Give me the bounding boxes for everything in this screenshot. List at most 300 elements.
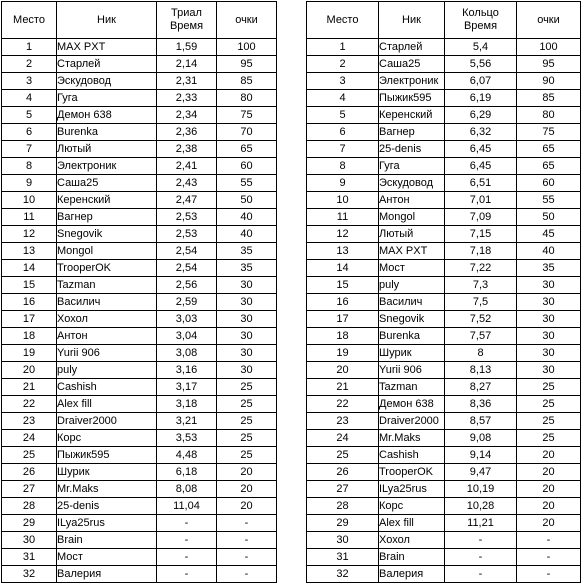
points-cell: 75 <box>517 124 581 141</box>
points-cell: 35 <box>517 260 581 277</box>
time-cell: 2,47 <box>157 192 217 209</box>
table-row <box>2 498 277 515</box>
nick-cell: Эскудовод <box>57 73 157 90</box>
nick-cell: Yurii 906 <box>57 345 157 362</box>
nick-cell: Вагнер <box>57 209 157 226</box>
place-cell: 14 <box>2 260 57 277</box>
table-row <box>2 328 277 345</box>
nick-cell: Антон <box>379 192 445 209</box>
place-cell: 16 <box>2 294 57 311</box>
nick-cell: TrooperOK <box>379 464 445 481</box>
time-cell: 6,18 <box>157 464 217 481</box>
place-cell: 1 <box>307 39 379 56</box>
nick-cell: Электроник <box>379 73 445 90</box>
table-row <box>2 175 277 192</box>
nick-cell: Гуга <box>57 90 157 107</box>
points-cell: 30 <box>517 345 581 362</box>
table-row <box>2 124 277 141</box>
place-cell: 22 <box>2 396 57 413</box>
time-cell: 2,56 <box>157 277 217 294</box>
nick-cell: Mongol <box>57 243 157 260</box>
nick-cell: Mr.Maks <box>379 430 445 447</box>
place-cell: 29 <box>307 515 379 532</box>
place-cell: 4 <box>2 90 57 107</box>
place-cell: 2 <box>2 56 57 73</box>
nick-cell: Cashish <box>57 379 157 396</box>
time-cell: 6,29 <box>445 107 517 124</box>
table-row <box>307 396 581 413</box>
points-cell: 95 <box>517 56 581 73</box>
table-row <box>307 209 581 226</box>
time-cell: 6,07 <box>445 73 517 90</box>
table-row <box>307 328 581 345</box>
header-points: очки <box>517 2 581 39</box>
place-cell: 32 <box>2 566 57 583</box>
time-cell: 9,08 <box>445 430 517 447</box>
place-cell: 28 <box>2 498 57 515</box>
table-row <box>2 379 277 396</box>
nick-cell: Brain <box>379 549 445 566</box>
header-time-line1: Триал <box>171 7 202 19</box>
points-cell: 100 <box>517 39 581 56</box>
place-cell: 21 <box>2 379 57 396</box>
nick-cell: MAX PXT <box>379 243 445 260</box>
place-cell: 12 <box>307 226 379 243</box>
header-time-line2: Время <box>169 20 204 32</box>
header-row <box>307 2 581 39</box>
points-cell: - <box>217 532 277 549</box>
time-cell: 5,4 <box>445 39 517 56</box>
nick-cell: puly <box>57 362 157 379</box>
table-row <box>2 532 277 549</box>
nick-cell: Демон 638 <box>379 396 445 413</box>
place-cell: 26 <box>2 464 57 481</box>
nick-cell: Хохол <box>379 532 445 549</box>
header-place: Место <box>2 2 57 39</box>
nick-cell: Tazman <box>57 277 157 294</box>
nick-cell: Snegovik <box>379 311 445 328</box>
table-row <box>2 260 277 277</box>
table-row <box>307 175 581 192</box>
points-cell: 30 <box>217 294 277 311</box>
time-cell: 2,53 <box>157 226 217 243</box>
nick-cell: Tazman <box>379 379 445 396</box>
nick-cell: Burenka <box>379 328 445 345</box>
nick-cell: MAX PXT <box>57 39 157 56</box>
table-row <box>2 39 277 56</box>
nick-cell: Пыжик595 <box>379 90 445 107</box>
place-cell: 26 <box>307 464 379 481</box>
nick-cell: 25-denis <box>379 141 445 158</box>
place-cell: 10 <box>2 192 57 209</box>
table-row <box>307 39 581 56</box>
time-cell: 7,3 <box>445 277 517 294</box>
place-cell: 4 <box>307 90 379 107</box>
points-cell: 25 <box>217 413 277 430</box>
place-cell: 12 <box>2 226 57 243</box>
table-row <box>2 90 277 107</box>
table-row <box>307 107 581 124</box>
table-row <box>2 464 277 481</box>
nick-cell: ILya25rus <box>57 515 157 532</box>
time-cell: 2,59 <box>157 294 217 311</box>
time-cell: 1,59 <box>157 39 217 56</box>
time-cell: 8,57 <box>445 413 517 430</box>
table-row <box>307 379 581 396</box>
table-row <box>2 413 277 430</box>
time-cell: 7,18 <box>445 243 517 260</box>
table-row <box>307 141 581 158</box>
table-row <box>2 277 277 294</box>
place-cell: 25 <box>2 447 57 464</box>
table-row <box>2 549 277 566</box>
time-cell: 8,27 <box>445 379 517 396</box>
place-cell: 9 <box>307 175 379 192</box>
time-cell: - <box>157 532 217 549</box>
table-row <box>307 226 581 243</box>
ring-results-table <box>306 1 581 583</box>
nick-cell: Демон 638 <box>57 107 157 124</box>
points-cell: 35 <box>217 260 277 277</box>
place-cell: 9 <box>2 175 57 192</box>
time-cell: - <box>157 515 217 532</box>
place-cell: 27 <box>2 481 57 498</box>
points-cell: 80 <box>217 90 277 107</box>
points-cell: - <box>517 532 581 549</box>
place-cell: 11 <box>2 209 57 226</box>
time-cell: 3,08 <box>157 345 217 362</box>
time-cell: 7,22 <box>445 260 517 277</box>
points-cell: 90 <box>517 73 581 90</box>
nick-cell: Brain <box>57 532 157 549</box>
table-row <box>2 430 277 447</box>
nick-cell: Гуга <box>379 158 445 175</box>
points-cell: 45 <box>517 226 581 243</box>
nick-cell: Антон <box>57 328 157 345</box>
place-cell: 3 <box>307 73 379 90</box>
place-cell: 16 <box>307 294 379 311</box>
header-time-line1: Кольцо <box>462 7 499 19</box>
place-cell: 5 <box>307 107 379 124</box>
nick-cell: Хохол <box>57 311 157 328</box>
points-cell: 30 <box>517 328 581 345</box>
place-cell: 3 <box>2 73 57 90</box>
table-row <box>2 56 277 73</box>
place-cell: 14 <box>307 260 379 277</box>
points-cell: 30 <box>217 362 277 379</box>
place-cell: 5 <box>2 107 57 124</box>
points-cell: 55 <box>217 175 277 192</box>
nick-cell: TrooperOK <box>57 260 157 277</box>
table-row <box>307 294 581 311</box>
nick-cell: Василич <box>379 294 445 311</box>
points-cell: 60 <box>517 175 581 192</box>
points-cell: 55 <box>517 192 581 209</box>
header-row <box>2 2 277 39</box>
time-cell: 10,19 <box>445 481 517 498</box>
time-cell: 6,19 <box>445 90 517 107</box>
table-row <box>307 90 581 107</box>
time-cell: 3,16 <box>157 362 217 379</box>
points-cell: 50 <box>217 192 277 209</box>
place-cell: 31 <box>2 549 57 566</box>
place-cell: 15 <box>2 277 57 294</box>
header-nick: Ник <box>57 2 157 39</box>
points-cell: 30 <box>217 328 277 345</box>
table-row <box>2 294 277 311</box>
header-points: очки <box>217 2 277 39</box>
nick-cell: Электроник <box>57 158 157 175</box>
time-cell: - <box>445 549 517 566</box>
header-time <box>445 2 517 39</box>
points-cell: 20 <box>517 515 581 532</box>
points-cell: 20 <box>517 498 581 515</box>
nick-cell: Мост <box>379 260 445 277</box>
time-cell: - <box>445 566 517 583</box>
table-row <box>2 481 277 498</box>
table-row <box>307 413 581 430</box>
points-cell: 30 <box>517 294 581 311</box>
nick-cell: Шурик <box>57 464 157 481</box>
time-cell: 7,52 <box>445 311 517 328</box>
header-time-line2: Время <box>463 20 498 32</box>
table-row <box>2 158 277 175</box>
points-cell: 85 <box>517 90 581 107</box>
nick-cell: Yurii 906 <box>379 362 445 379</box>
table-row <box>2 566 277 583</box>
time-cell: 6,32 <box>445 124 517 141</box>
place-cell: 20 <box>2 362 57 379</box>
points-cell: 25 <box>517 413 581 430</box>
time-cell: 2,53 <box>157 209 217 226</box>
place-cell: 24 <box>307 430 379 447</box>
points-cell: 40 <box>217 226 277 243</box>
time-cell: 3,21 <box>157 413 217 430</box>
place-cell: 13 <box>307 243 379 260</box>
points-cell: 20 <box>217 464 277 481</box>
place-cell: 7 <box>2 141 57 158</box>
place-cell: 13 <box>2 243 57 260</box>
time-cell: 9,14 <box>445 447 517 464</box>
place-cell: 30 <box>2 532 57 549</box>
place-cell: 11 <box>307 209 379 226</box>
time-cell: 3,18 <box>157 396 217 413</box>
time-cell: 6,45 <box>445 158 517 175</box>
place-cell: 30 <box>307 532 379 549</box>
nick-cell: Cashish <box>379 447 445 464</box>
points-cell: 25 <box>517 379 581 396</box>
table-row <box>2 73 277 90</box>
place-cell: 19 <box>307 345 379 362</box>
time-cell: 2,34 <box>157 107 217 124</box>
place-cell: 6 <box>307 124 379 141</box>
nick-cell: Корс <box>57 430 157 447</box>
nick-cell: Лютый <box>57 141 157 158</box>
points-cell: 65 <box>217 141 277 158</box>
place-cell: 31 <box>307 549 379 566</box>
points-cell: 20 <box>217 498 277 515</box>
time-cell: 5,56 <box>445 56 517 73</box>
nick-cell: Snegovik <box>57 226 157 243</box>
place-cell: 18 <box>2 328 57 345</box>
points-cell: 100 <box>217 39 277 56</box>
time-cell: 7,01 <box>445 192 517 209</box>
nick-cell: Старлей <box>379 39 445 56</box>
time-cell: 3,03 <box>157 311 217 328</box>
points-cell: - <box>517 566 581 583</box>
nick-cell: Старлей <box>57 56 157 73</box>
nick-cell: Валерия <box>379 566 445 583</box>
place-cell: 22 <box>307 396 379 413</box>
table-row <box>2 192 277 209</box>
nick-cell: Вагнер <box>379 124 445 141</box>
table-row <box>307 158 581 175</box>
time-cell: 2,33 <box>157 90 217 107</box>
time-cell: 7,5 <box>445 294 517 311</box>
table-row <box>307 311 581 328</box>
nick-cell: Draiver2000 <box>379 413 445 430</box>
points-cell: 25 <box>517 430 581 447</box>
points-cell: 25 <box>217 430 277 447</box>
place-cell: 28 <box>307 498 379 515</box>
time-cell: - <box>157 566 217 583</box>
nick-cell: Пыжик595 <box>57 447 157 464</box>
time-cell: 2,54 <box>157 243 217 260</box>
time-cell: 3,17 <box>157 379 217 396</box>
points-cell: 40 <box>517 243 581 260</box>
place-cell: 32 <box>307 566 379 583</box>
time-cell: 8 <box>445 345 517 362</box>
place-cell: 24 <box>2 430 57 447</box>
points-cell: 70 <box>217 124 277 141</box>
points-cell: 65 <box>517 158 581 175</box>
place-cell: 20 <box>307 362 379 379</box>
table-row <box>2 107 277 124</box>
table-row <box>307 277 581 294</box>
place-cell: 10 <box>307 192 379 209</box>
table-row <box>307 73 581 90</box>
table-row <box>307 260 581 277</box>
nick-cell: Мост <box>57 549 157 566</box>
place-cell: 1 <box>2 39 57 56</box>
place-cell: 8 <box>307 158 379 175</box>
time-cell: 7,57 <box>445 328 517 345</box>
table-row <box>2 226 277 243</box>
place-cell: 17 <box>307 311 379 328</box>
table-row <box>307 481 581 498</box>
points-cell: 40 <box>217 209 277 226</box>
nick-cell: Василич <box>57 294 157 311</box>
place-cell: 18 <box>307 328 379 345</box>
place-cell: 27 <box>307 481 379 498</box>
points-cell: 20 <box>517 481 581 498</box>
points-cell: - <box>217 566 277 583</box>
place-cell: 15 <box>307 277 379 294</box>
table-row <box>307 515 581 532</box>
points-cell: 75 <box>217 107 277 124</box>
nick-cell: Саша25 <box>57 175 157 192</box>
points-cell: 95 <box>217 56 277 73</box>
table-row <box>2 209 277 226</box>
table-row <box>307 192 581 209</box>
table-row <box>307 532 581 549</box>
nick-cell: Mr.Maks <box>57 481 157 498</box>
time-cell: 2,14 <box>157 56 217 73</box>
table-row <box>2 345 277 362</box>
time-cell: - <box>445 532 517 549</box>
nick-cell: ILya25rus <box>379 481 445 498</box>
nick-cell: Draiver2000 <box>57 413 157 430</box>
time-cell: 2,43 <box>157 175 217 192</box>
table-row <box>2 362 277 379</box>
points-cell: 25 <box>517 396 581 413</box>
points-cell: 80 <box>517 107 581 124</box>
time-cell: 8,36 <box>445 396 517 413</box>
points-cell: 65 <box>517 141 581 158</box>
trial-results-table <box>1 1 277 583</box>
points-cell: 85 <box>217 73 277 90</box>
points-cell: 30 <box>517 277 581 294</box>
points-cell: - <box>217 549 277 566</box>
points-cell: 25 <box>217 447 277 464</box>
time-cell: 9,47 <box>445 464 517 481</box>
header-place: Место <box>307 2 379 39</box>
points-cell: 35 <box>217 243 277 260</box>
points-cell: 20 <box>217 481 277 498</box>
place-cell: 7 <box>307 141 379 158</box>
time-cell: 6,45 <box>445 141 517 158</box>
time-cell: 3,04 <box>157 328 217 345</box>
table-row <box>307 447 581 464</box>
time-cell: 7,15 <box>445 226 517 243</box>
nick-cell: Burenka <box>57 124 157 141</box>
nick-cell: Керенский <box>57 192 157 209</box>
points-cell: 20 <box>517 447 581 464</box>
points-cell: 20 <box>517 464 581 481</box>
place-cell: 21 <box>307 379 379 396</box>
time-cell: 2,36 <box>157 124 217 141</box>
nick-cell: Alex fill <box>379 515 445 532</box>
nick-cell: Корс <box>379 498 445 515</box>
place-cell: 2 <box>307 56 379 73</box>
points-cell: - <box>217 515 277 532</box>
points-cell: 60 <box>217 158 277 175</box>
points-cell: 30 <box>217 345 277 362</box>
nick-cell: Валерия <box>57 566 157 583</box>
place-cell: 19 <box>2 345 57 362</box>
place-cell: 23 <box>307 413 379 430</box>
points-cell: - <box>517 549 581 566</box>
table-row <box>2 447 277 464</box>
time-cell: 8,08 <box>157 481 217 498</box>
time-cell: 11,04 <box>157 498 217 515</box>
table-row <box>307 464 581 481</box>
nick-cell: Mongol <box>379 209 445 226</box>
place-cell: 25 <box>307 447 379 464</box>
nick-cell: Керенский <box>379 107 445 124</box>
time-cell: 7,09 <box>445 209 517 226</box>
table-row <box>307 345 581 362</box>
table-row <box>307 566 581 583</box>
nick-cell: Эскудовод <box>379 175 445 192</box>
nick-cell: puly <box>379 277 445 294</box>
table-row <box>307 243 581 260</box>
nick-cell: Шурик <box>379 345 445 362</box>
table-row <box>307 549 581 566</box>
points-cell: 30 <box>517 362 581 379</box>
time-cell: 8,13 <box>445 362 517 379</box>
place-cell: 6 <box>2 124 57 141</box>
